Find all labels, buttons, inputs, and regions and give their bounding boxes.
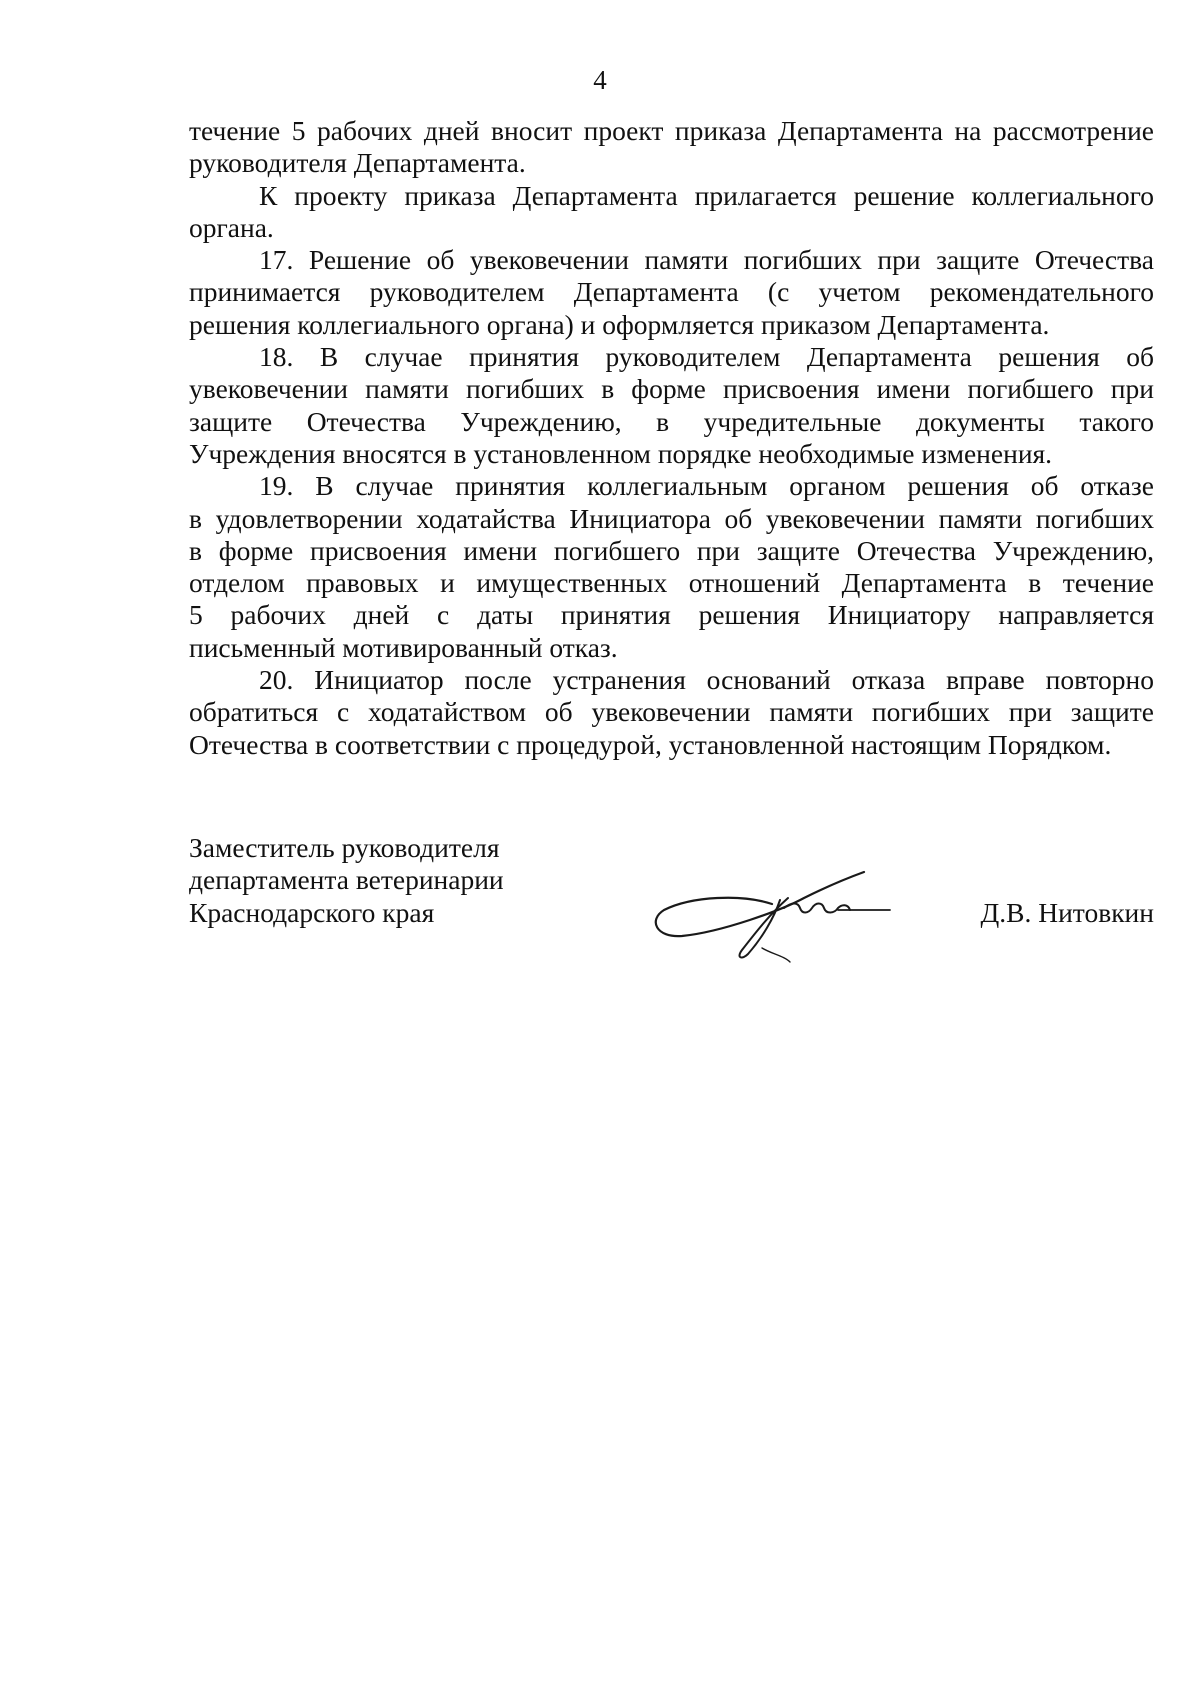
text-line: 5 рабочих дней с даты принятия решения Инициатору направляется <box>189 599 1154 631</box>
text-line: 18. В случае принятия руководителем Департамента решения об <box>259 341 1154 373</box>
text-line: органа. <box>189 211 274 243</box>
page-number: 4 <box>593 65 607 95</box>
paragraph-continuation-end <box>189 147 1154 179</box>
signatory-position <box>189 832 504 929</box>
paragraph-item-18 <box>189 341 1154 373</box>
text-line: защите Отечества Учреждению, в учредительные документы такого <box>189 405 1154 437</box>
text-line: отделом правовых и имущественных отношений Департамента в течение <box>189 567 1154 599</box>
document-body <box>189 115 1154 761</box>
text-line: течение 5 рабочих дней вносит проект приказа Департамента на рассмотрение <box>189 115 1154 146</box>
paragraph-item-18-end <box>189 438 1154 470</box>
signatory-name: Д.В. Нитовкин <box>980 897 1154 928</box>
paragraph-attachment-end <box>189 212 1154 244</box>
text-line: в удовлетворении ходатайства Инициатора об увековечении памяти погибших <box>189 502 1154 534</box>
position-line: Краснодарского края <box>189 896 435 928</box>
text-line: принимается руководителем Департамента (с учетом рекомендательного <box>189 276 1154 308</box>
paragraph-item-19-line <box>189 599 1154 631</box>
text-line: Учреждения вносятся в установленном порядке необходимые изменения. <box>189 437 1053 469</box>
paragraph-item-17-end <box>189 309 1154 341</box>
text-line: в форме присвоения имени погибшего при защите Отечества Учреждению, <box>189 534 1154 566</box>
text-line: Отечества в соответствии с процедурой, установленной настоящим Порядком. <box>189 728 1112 760</box>
text-line: 19. В случае принятия коллегиальным органом решения об отказе <box>259 470 1154 502</box>
text-line: руководителя Департамента. <box>189 147 526 179</box>
paragraph-item-19-line <box>189 535 1154 567</box>
paragraph-item-18-line <box>189 406 1154 438</box>
text-line: решения коллегиального органа) и оформляется приказом Департамента. <box>189 308 1050 340</box>
handwritten-signature <box>652 858 922 968</box>
position-line: департамента ветеринарии <box>189 864 504 896</box>
text-line: увековечении памяти погибших в форме присвоения имени погибшего при <box>189 373 1154 405</box>
text-line: 20. Инициатор после устранения оснований отказа вправе повторно <box>259 664 1154 696</box>
position-line: Заместитель руководителя <box>189 832 500 863</box>
paragraph-item-18-line <box>189 373 1154 405</box>
paragraph-item-19-line <box>189 567 1154 599</box>
text-line: 17. Решение об увековечении памяти погибших при защите Отечества <box>259 244 1154 276</box>
text-line: письменный мотивированный отказ. <box>189 631 618 663</box>
paragraph-item-17-line <box>189 276 1154 308</box>
paragraph-attachment <box>189 180 1154 212</box>
paragraph-continuation <box>189 115 1154 147</box>
paragraph-item-20-line <box>189 696 1154 728</box>
text-line: обратиться с ходатайством об увековечении памяти погибших при защите <box>189 696 1154 728</box>
paragraph-item-17 <box>189 244 1154 276</box>
paragraph-item-20-end <box>189 729 1154 761</box>
paragraph-item-19-end <box>189 632 1154 664</box>
text-line: К проекту приказа Департамента прилагается решение коллегиального <box>259 179 1154 211</box>
paragraph-item-20 <box>189 664 1154 696</box>
paragraph-item-19-line <box>189 503 1154 535</box>
paragraph-item-19 <box>189 470 1154 502</box>
